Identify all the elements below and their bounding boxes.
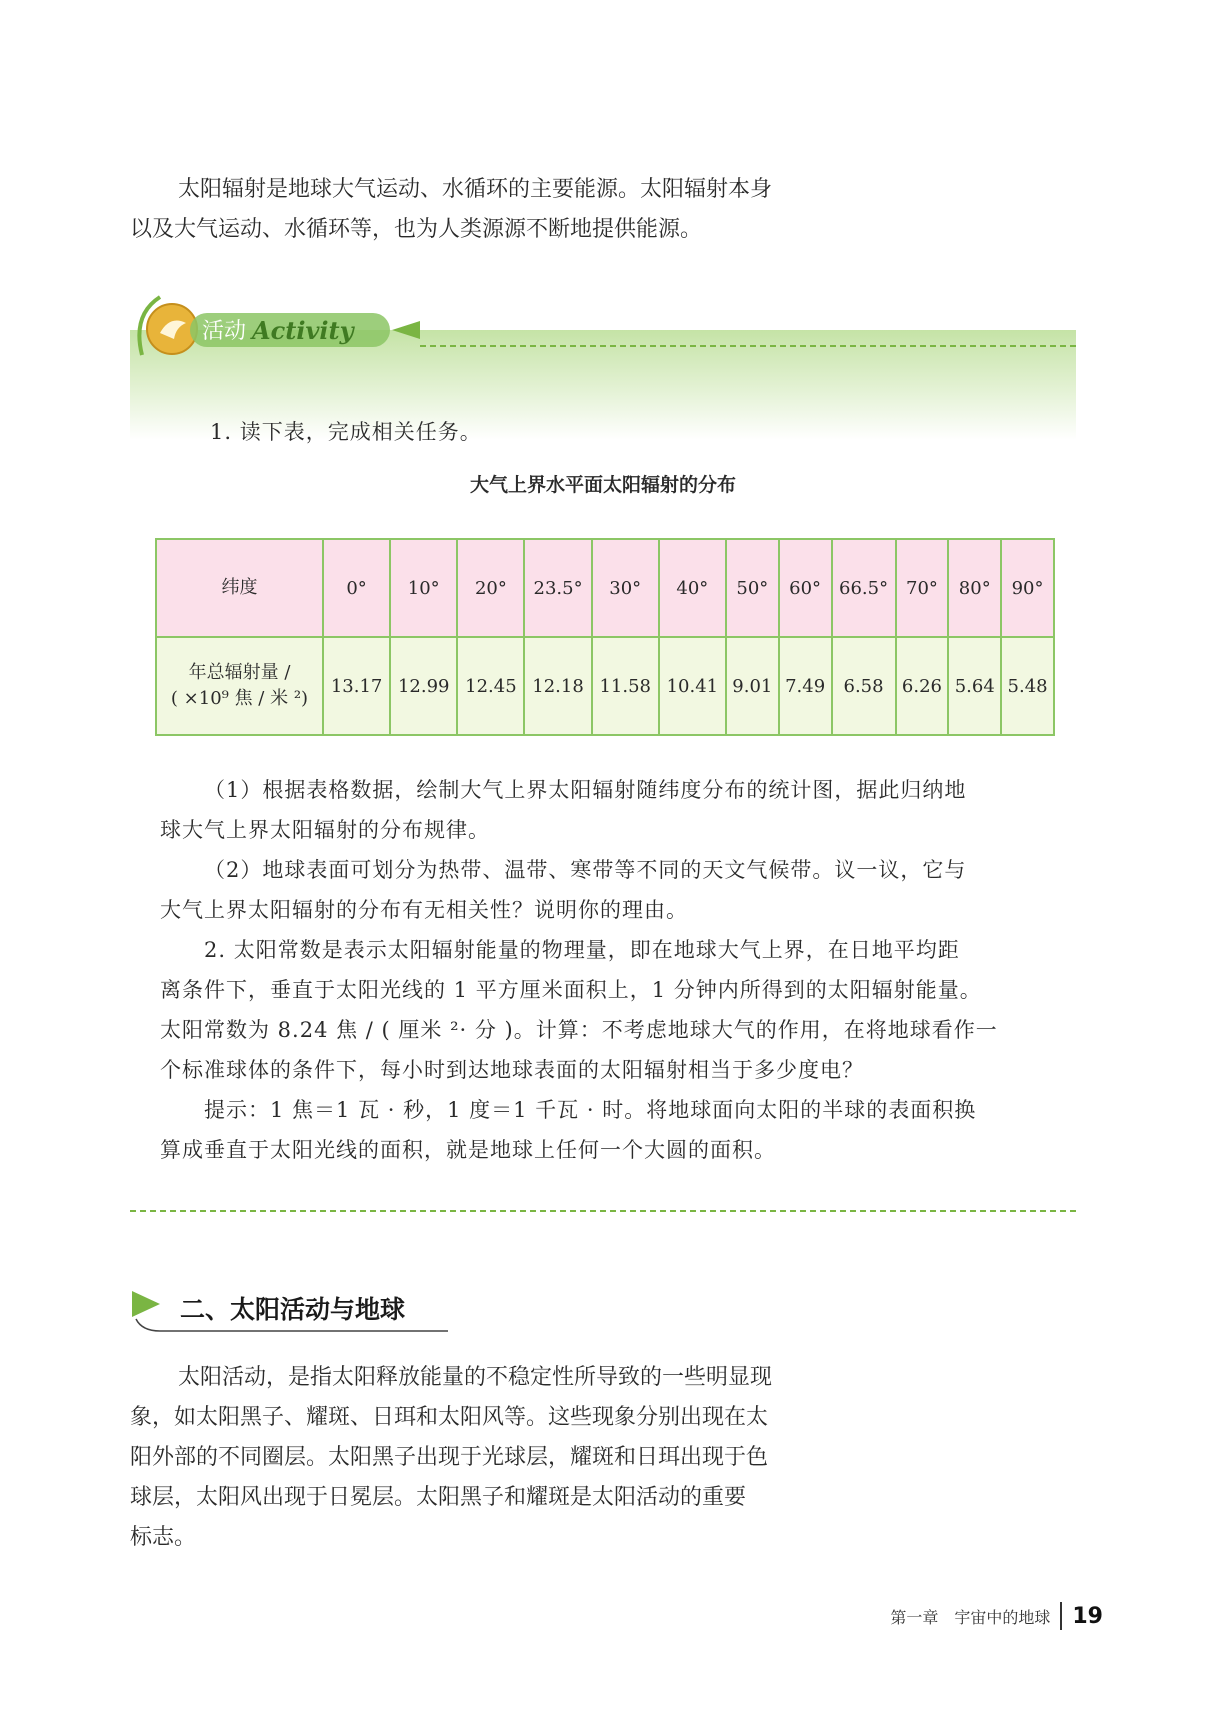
section-line-5: 标志。 [130,1525,197,1550]
table-cell: 9.01 [726,637,779,735]
task2-line-2: 离条件下，垂直于太阳光线的 1 平方厘米面积上，1 分钟内所得到的太阳辐射能量。 [160,978,982,1002]
intro-paragraph [130,170,830,250]
table-header-radiation [156,637,323,735]
table-cell: 12.45 [457,637,524,735]
table-cell: 70° [896,539,949,637]
hint-line-2: 算成垂直于太阳光线的面积，就是地球上任何一个大圆的面积。 [160,1138,776,1162]
table-row-radiation [156,637,1054,735]
section-line-2: 象，如太阳黑子、耀斑、日珥和太阳风等。这些现象分别出现在太 [130,1405,769,1430]
table-cell: 12.99 [390,637,457,735]
table-cell: 80° [948,539,1001,637]
table-cell: 12.18 [524,637,591,735]
table-cell: 7.49 [779,637,832,735]
footer-divider [1060,1602,1062,1630]
q2-line-2: 大气上界太阳辐射的分布有无相关性？说明你的理由。 [160,898,688,922]
pointer-arrow-icon [392,321,420,339]
hint-line-1: 提示：1 焦＝1 瓦 · 秒，1 度＝1 千瓦 · 时。将地球面向太阳的半球的表面积换 [204,1098,977,1122]
table-header-latitude: 纬度 [156,539,323,637]
section-title: 二、太阳活动与地球 [180,1295,406,1324]
intro-line-2: 以及大气运动、水循环等，也为人类源源不断地提供能源。 [130,217,703,242]
activity-top-dashed-line [420,345,1076,347]
q1-line-2: 球大气上界太阳辐射的分布规律。 [160,818,490,842]
task2-line-3: 太阳常数为 8.24 焦 / ( 厘米 ²· 分 )。计算：不考虑地球大气的作用，在将地球看作一 [160,1018,998,1042]
activity-questions [160,770,1060,1170]
section-paragraph [130,1358,840,1558]
radiation-header-line-2: ( ×10⁹ 焦 / 米 ²) [170,688,309,709]
q2-line-1: （2）地球表面可划分为热带、温带、寒带等不同的天文气候带。议一议，它与 [204,858,967,882]
table-cell: 66.5° [832,539,896,637]
table-cell: 6.26 [896,637,949,735]
section-line-4: 球层，太阳风出现于日冕层。太阳黑子和耀斑是太阳活动的重要 [130,1485,747,1510]
section-line-3: 阳外部的不同圈层。太阳黑子出现于光球层，耀斑和日珥出现于色 [130,1445,769,1470]
activity-task-1: 1. 读下表，完成相关任务。 [210,420,482,444]
triangle-marker-icon [132,1291,160,1317]
table-cell: 6.58 [832,637,896,735]
task2-line-1: 2. 太阳常数是表示太阳辐射能量的物理量，即在地球大气上界，在日地平均距 [204,938,960,962]
table-cell: 30° [592,539,659,637]
activity-bottom-dashed-line [130,1210,1076,1212]
table-cell: 10° [390,539,457,637]
intro-line-1: 太阳辐射是地球大气运动、水循环的主要能源。太阳辐射本身 [178,177,773,202]
page-number: 19 [1072,1603,1103,1629]
table-cell: 60° [779,539,832,637]
table-cell: 90° [1001,539,1054,637]
table-cell: 20° [457,539,524,637]
table-cell: 13.17 [323,637,390,735]
activity-label-en: Activity [252,316,354,345]
chapter-label: 第一章 宇宙中的地球 [890,1607,1051,1627]
table-cell: 10.41 [659,637,726,735]
task2-line-4: 个标准球体的条件下，每小时到达地球表面的太阳辐射相当于多少度电？ [160,1058,864,1082]
table-cell: 5.64 [948,637,1001,735]
activity-logo [130,285,430,375]
table-cell: 50° [726,539,779,637]
table-cell: 11.58 [592,637,659,735]
table-cell: 5.48 [1001,637,1054,735]
page-footer [890,1602,1103,1630]
q1-line-1: （1）根据表格数据，绘制大气上界太阳辐射随纬度分布的统计图，据此归纳地 [204,778,967,802]
radiation-table [155,538,1055,736]
table-title: 大气上界水平面太阳辐射的分布 [469,474,736,496]
table-cell: 40° [659,539,726,637]
activity-label-cn: 活动 [202,319,247,344]
table-cell: 0° [323,539,390,637]
table-cell: 23.5° [524,539,591,637]
section-line-1: 太阳活动，是指太阳释放能量的不稳定性所导致的一些明显现 [178,1365,773,1390]
radiation-header-line-1: 年总辐射量 / [188,662,291,683]
table-row-latitude [156,539,1054,637]
